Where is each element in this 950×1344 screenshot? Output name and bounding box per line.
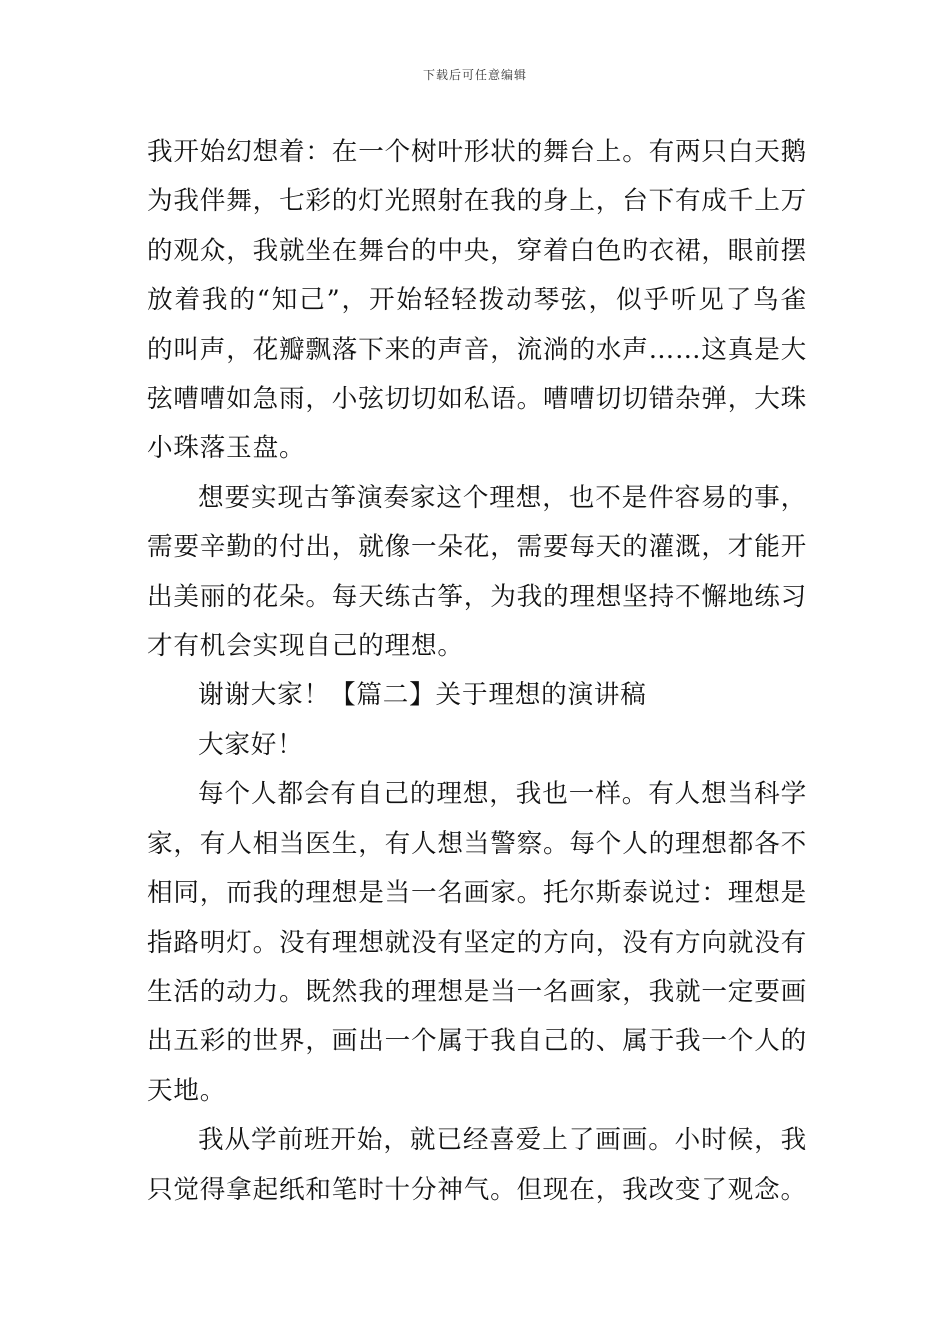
paragraph-1: 我开始幻想着：在一个树叶形状的舞台上。有两只白天鹅为我伴舞，七彩的灯光照射在我的身上，台下有成千上万的观众，我就坐在舞台的中央，穿着白色旳衣裙，眼前摆放着我的“知己”，开始轻轻拨动琴弦，似乎听见了鸟雀的叫声，花瓣飘落下来的声音，流淌的水声……这真是大弦嘈嘈如急雨，小弦切切如私语。嘈嘈切切错杂弹，大珠小珠落玉盘。: [147, 137, 807, 464]
paragraph-3: 谢谢大家！【篇二】关于理想的演讲稿: [198, 680, 647, 711]
paragraph-4: 大家好！: [198, 729, 304, 760]
paragraph-5: 每个人都会有自己的理想，我也一样。有人想当科学家，有人相当医生，有人想当警察。每个人的理想都各不相同，而我的理想是当一名画家。托尔斯泰说过：理想是指路明灯。没有理想就没有坚定的方向，没有方向就没有生活的动力。既然我的理想是当一名画家，我就一定要画出五彩的世界，画出一个属于我自己的、属于我一个人的天地。: [147, 779, 807, 1106]
document-body: [147, 128, 807, 1215]
paragraph-6: 我从学前班开始，就已经喜爱上了画画。小时候，我只觉得拿起纸和笔时十分神气。但现在，我改变了观念。: [147, 1125, 807, 1205]
page-header: 下载后可任意编辑: [422, 68, 527, 82]
paragraph-2: 想要实现古筝演奏家这个理想，也不是件容易的事，需要辛勤的付出，就像一朵花，需要每天的灌溉，才能开出美丽的花朵。每天练古筝，为我的理想坚持不懈地练习才有机会实现自己的理想。: [147, 482, 807, 662]
